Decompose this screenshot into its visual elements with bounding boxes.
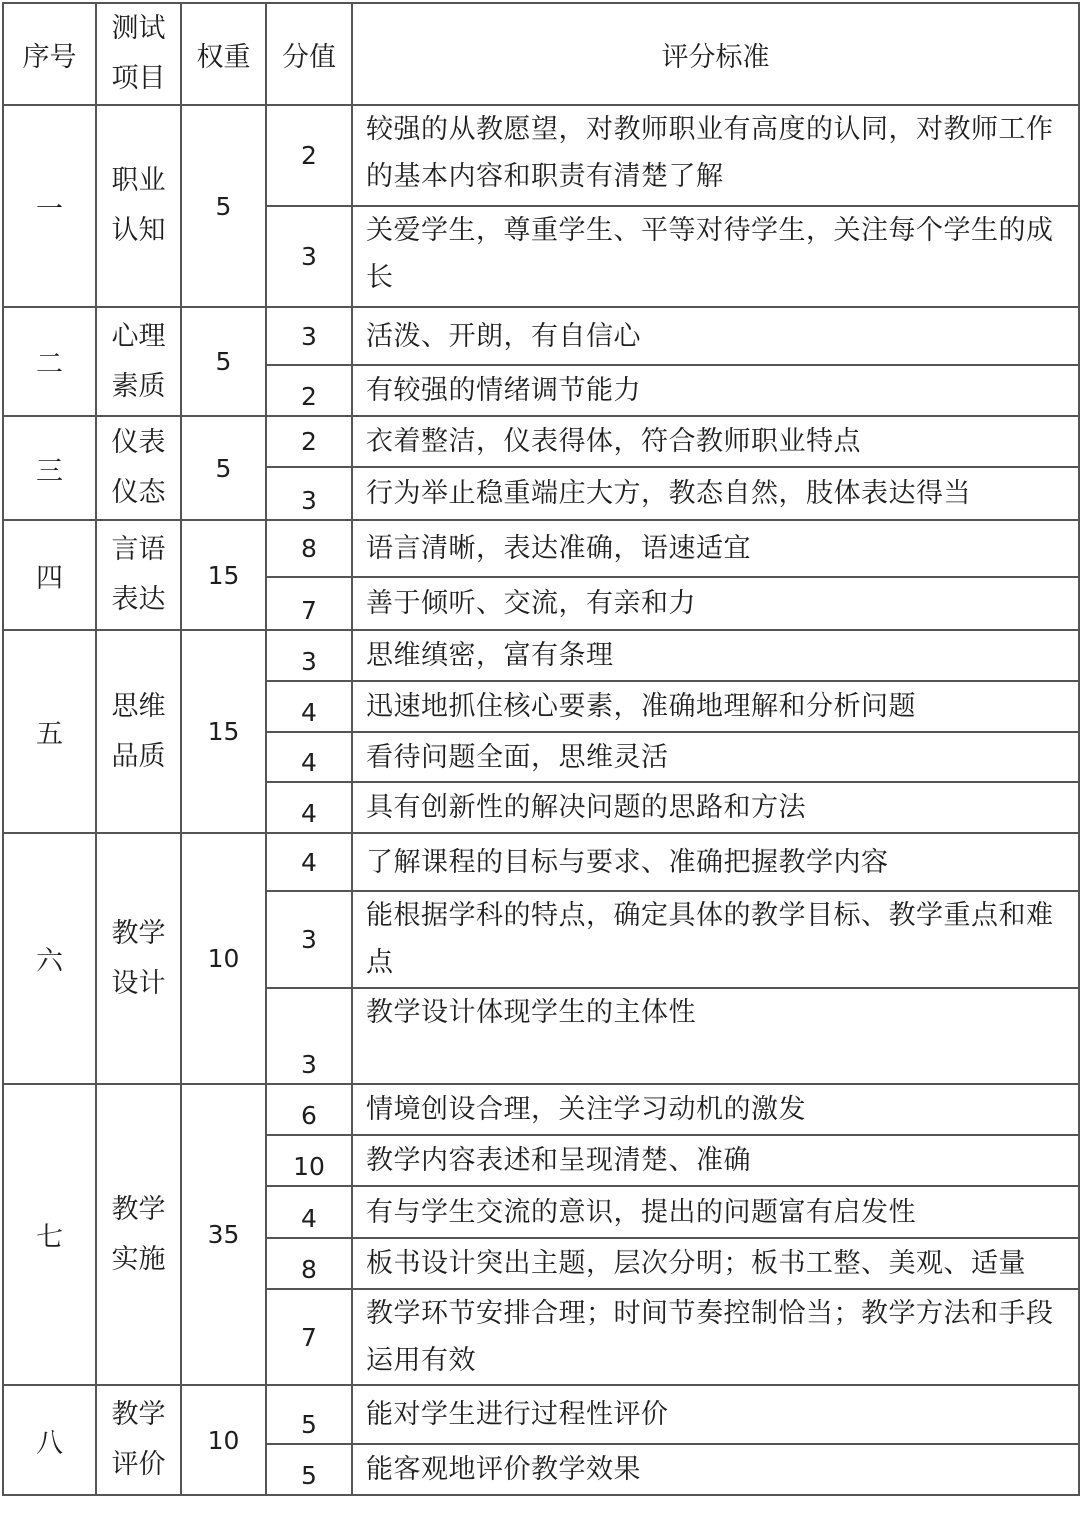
section-seq: 一	[3, 105, 96, 307]
item-line2: 评价	[111, 1449, 166, 1480]
section-weight: 35	[181, 1084, 266, 1385]
row-criteria: 有较强的情绪调节能力	[352, 365, 1079, 416]
header-row	[3, 3, 1079, 105]
row-score: 2	[266, 416, 352, 467]
section-item	[96, 1385, 181, 1495]
row-score: 4	[266, 782, 352, 833]
row-criteria: 能对学生进行过程性评价	[352, 1385, 1079, 1444]
section-weight: 15	[181, 630, 266, 833]
section-weight: 5	[181, 105, 266, 307]
section-item	[96, 105, 181, 307]
item-line1: 心理	[111, 320, 166, 352]
row-criteria: 板书设计突出主题，层次分明；板书工整、美观、适量	[352, 1238, 1079, 1289]
item-line1: 仪表	[111, 427, 166, 458]
section-weight: 10	[181, 1385, 266, 1495]
section-item	[96, 520, 181, 630]
section-item	[96, 833, 181, 1084]
section-seq: 五	[3, 630, 96, 833]
table-row	[3, 1084, 1079, 1135]
table-row	[3, 833, 1079, 891]
row-criteria: 较强的从教愿望，对教师职业有高度的认同，对教师工作的基本内容和职责有清楚了解	[352, 105, 1079, 206]
row-criteria: 能客观地评价教学效果	[352, 1444, 1079, 1495]
section-seq: 六	[3, 833, 96, 1084]
table-row	[3, 630, 1079, 681]
row-score: 6	[266, 1084, 352, 1135]
row-score: 3	[266, 206, 352, 307]
header-seq: 序号	[3, 3, 96, 105]
row-score: 4	[266, 732, 352, 782]
row-score: 5	[266, 1444, 352, 1495]
row-criteria: 关爱学生，尊重学生、平等对待学生，关注每个学生的成长	[352, 206, 1079, 307]
row-criteria: 活泼、开朗，有自信心	[352, 307, 1079, 365]
item-line1: 职业	[111, 165, 166, 196]
row-criteria: 有与学生交流的意识，提出的问题富有启发性	[352, 1186, 1079, 1238]
row-score: 10	[266, 1135, 352, 1186]
header-weight: 权重	[181, 3, 266, 105]
row-score: 3	[266, 891, 352, 988]
row-score: 3	[266, 988, 352, 1084]
row-criteria: 看待问题全面，思维灵活	[352, 732, 1079, 782]
item-line2: 实施	[111, 1243, 166, 1275]
item-line2: 素质	[111, 370, 166, 402]
scoring-rubric-table	[2, 2, 1080, 1496]
section-weight: 5	[181, 307, 266, 416]
item-line2: 表达	[111, 584, 166, 615]
section-seq: 三	[3, 416, 96, 520]
section-seq: 七	[3, 1084, 96, 1385]
row-score: 5	[266, 1385, 352, 1444]
header-item	[96, 3, 181, 105]
header-criteria: 评分标准	[352, 3, 1079, 105]
row-criteria: 善于倾听、交流，有亲和力	[352, 577, 1079, 630]
row-criteria: 迅速地抓住核心要素，准确地理解和分析问题	[352, 681, 1079, 732]
section-item	[96, 307, 181, 416]
row-score: 4	[266, 1186, 352, 1238]
row-score: 8	[266, 520, 352, 577]
row-criteria: 教学设计体现学生的主体性	[352, 988, 1079, 1084]
row-criteria: 行为举止稳重端庄大方，教态自然，肢体表达得当	[352, 467, 1079, 520]
row-score: 7	[266, 1289, 352, 1385]
section-seq: 二	[3, 307, 96, 416]
section-weight: 10	[181, 833, 266, 1084]
row-criteria: 教学环节安排合理；时间节奏控制恰当；教学方法和手段运用有效	[352, 1289, 1079, 1385]
row-criteria: 衣着整洁，仪表得体，符合教师职业特点	[352, 416, 1079, 467]
section-item	[96, 416, 181, 520]
row-score: 4	[266, 833, 352, 891]
row-criteria: 语言清晰，表达准确，语速适宜	[352, 520, 1079, 577]
section-seq: 八	[3, 1385, 96, 1495]
item-line1: 教学	[111, 1399, 166, 1430]
row-criteria: 思维缜密，富有条理	[352, 630, 1079, 681]
row-score: 2	[266, 105, 352, 206]
row-criteria: 情境创设合理，关注学习动机的激发	[352, 1084, 1079, 1135]
table-row	[3, 105, 1079, 206]
section-seq: 四	[3, 520, 96, 630]
item-line2: 认知	[111, 215, 166, 246]
row-score: 2	[266, 365, 352, 416]
header-item-line2: 项目	[111, 63, 166, 94]
item-line2: 仪态	[111, 477, 166, 508]
row-score: 7	[266, 577, 352, 630]
section-item	[96, 630, 181, 833]
section-weight: 15	[181, 520, 266, 630]
table-row	[3, 307, 1079, 365]
header-item-line1: 测试	[111, 13, 166, 44]
item-line2: 品质	[111, 740, 166, 772]
header-score: 分值	[266, 3, 352, 105]
table-row	[3, 1385, 1079, 1444]
section-weight: 5	[181, 416, 266, 520]
item-line1: 言语	[111, 534, 166, 565]
row-score: 4	[266, 681, 352, 732]
table-row	[3, 416, 1079, 467]
row-score: 3	[266, 630, 352, 681]
row-score: 8	[266, 1238, 352, 1289]
item-line1: 教学	[111, 917, 166, 949]
table-row	[3, 520, 1079, 577]
row-criteria: 具有创新性的解决问题的思路和方法	[352, 782, 1079, 833]
section-item	[96, 1084, 181, 1385]
row-criteria: 能根据学科的特点，确定具体的教学目标、教学重点和难点	[352, 891, 1079, 988]
row-score: 3	[266, 307, 352, 365]
row-criteria: 教学内容表述和呈现清楚、准确	[352, 1135, 1079, 1186]
item-line2: 设计	[111, 967, 166, 999]
row-score: 3	[266, 467, 352, 520]
item-line1: 教学	[111, 1193, 166, 1225]
item-line1: 思维	[111, 690, 166, 722]
row-criteria: 了解课程的目标与要求、准确把握教学内容	[352, 833, 1079, 891]
